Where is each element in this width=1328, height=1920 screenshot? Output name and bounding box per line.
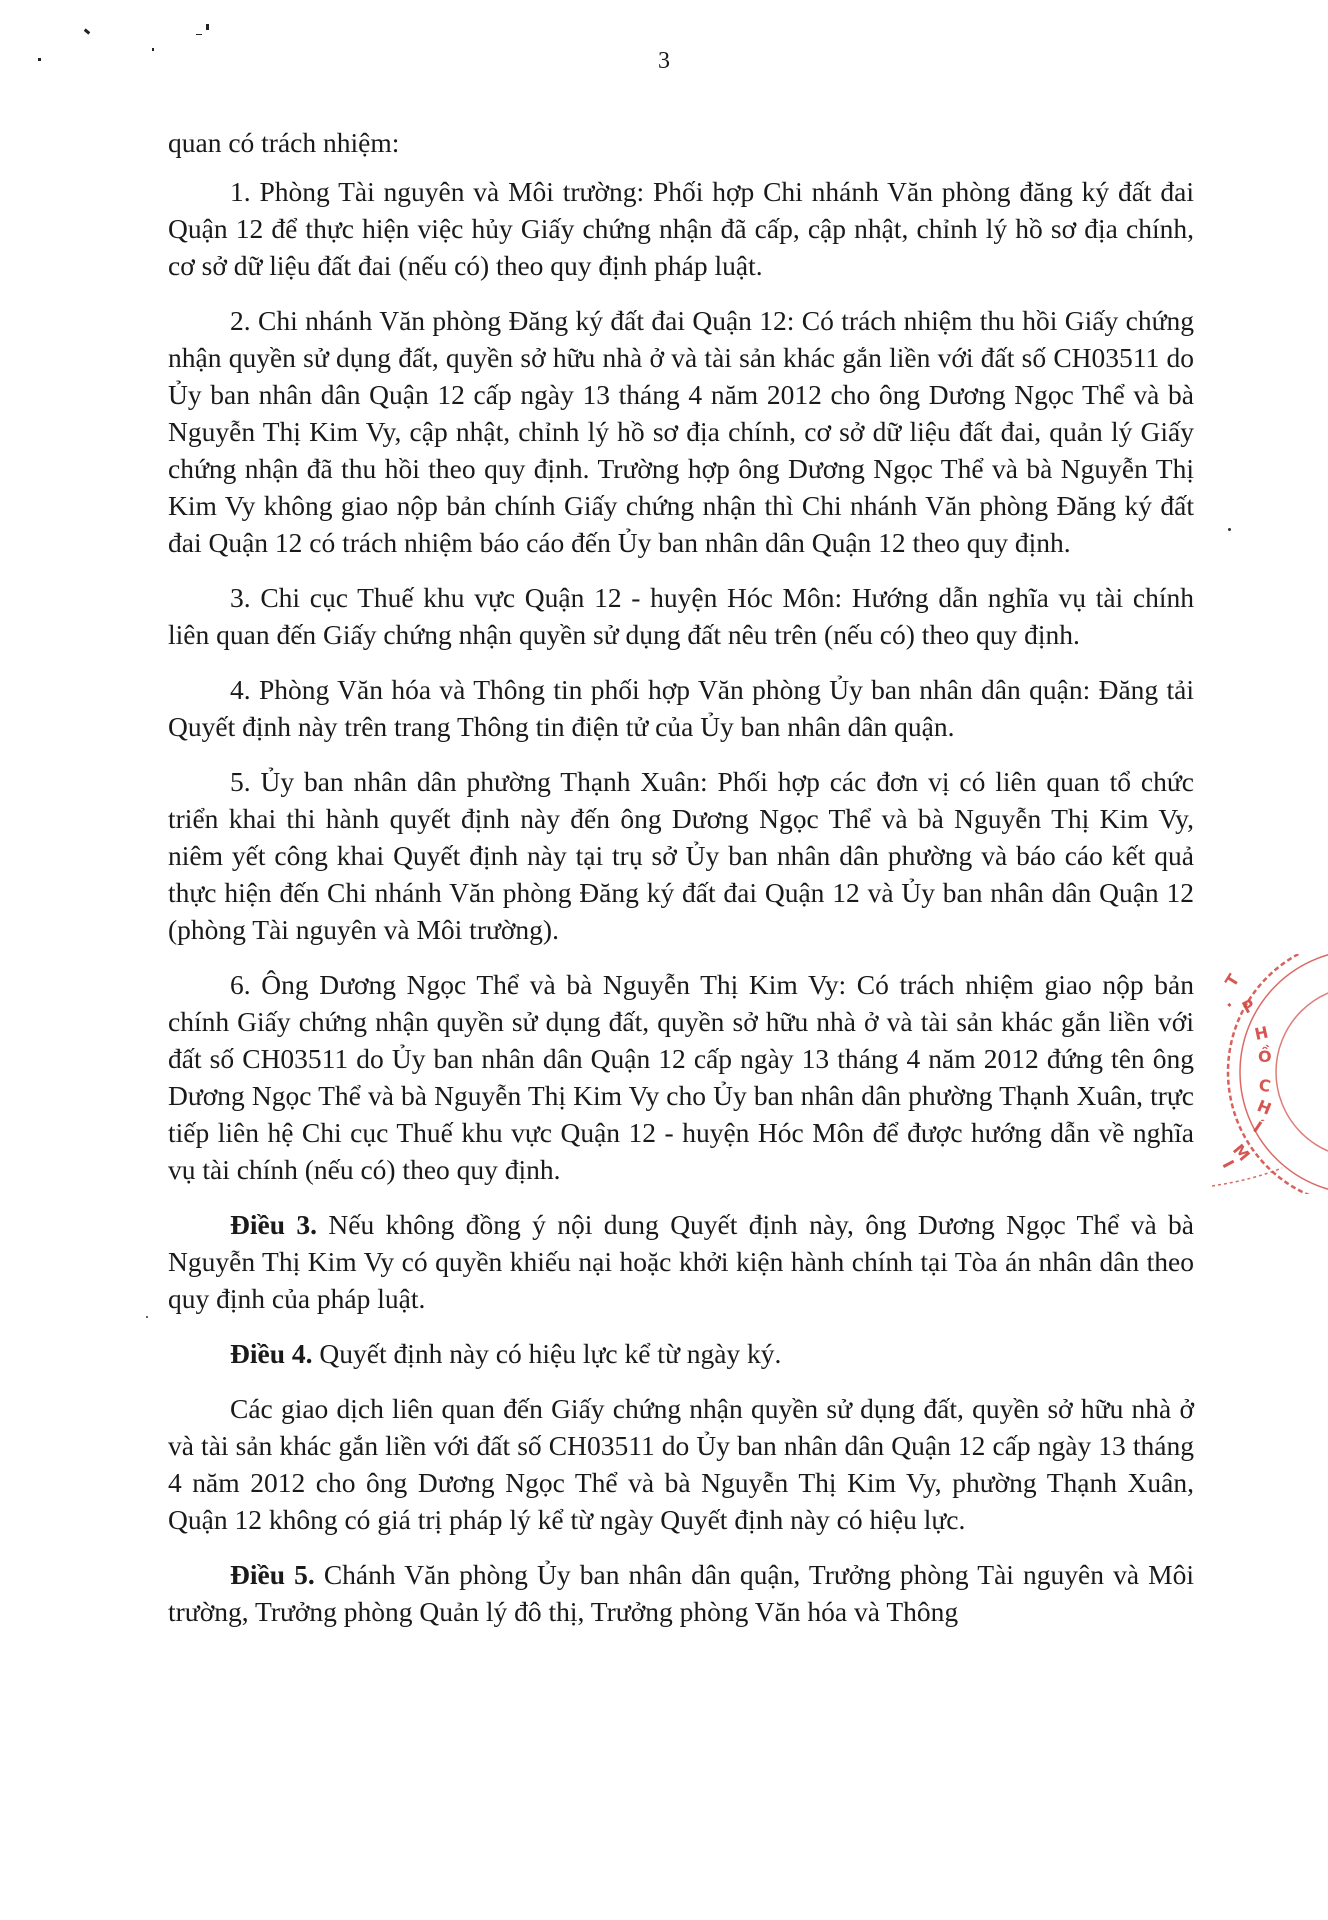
svg-text:Í: Í <box>1249 1117 1266 1137</box>
article-4 <box>168 1335 1194 1372</box>
paragraph-transactions: Các giao dịch liên quan đến Giấy chứng nhận quyền sử dụng đất, quyền sở hữu nhà ở và tài sản khác gắn liền với đất số CH03511 do Ủy ban nhân dân Quận 12 cấp ngày 13 tháng 4 năm 2012 cho ông Dương Ngọc Thể và bà Nguyễn Thị Kim Vy, phường Thạnh Xuân, Quận 12 không có giá trị pháp lý kể từ ngày Quyết định này có hiệu lực. <box>168 1393 1194 1535</box>
svg-text:P: P <box>1238 995 1259 1018</box>
svg-text:M: M <box>1228 1140 1254 1165</box>
svg-text:I: I <box>1218 1156 1239 1172</box>
stray-dot <box>146 1316 148 1318</box>
article-5 <box>168 1556 1194 1630</box>
paragraph-item-1: 1. Phòng Tài nguyên và Môi trường: Phối hợp Chi nhánh Văn phòng đăng ký đất đai Quận 12 để thực hiện việc hủy Giấy chứng nhận đã cấp, cập nhật, chỉnh lý hồ sơ địa chính, cơ sở dữ liệu đất đai (nếu có) theo quy định pháp luật. <box>168 176 1194 281</box>
paragraph-item-4: 4. Phòng Văn hóa và Thông tin phối hợp Văn phòng Ủy ban nhân dân quận: Đăng tải Quyết định này trên trang Thông tin điện tử của Ủy ban nhân dân quận. <box>168 674 1194 742</box>
paragraph-intro: quan có trách nhiệm: <box>168 127 400 158</box>
paragraph-item-5: 5. Ủy ban nhân dân phường Thạnh Xuân: Phối hợp các đơn vị có liên quan tổ chức triển khai thi hành quyết định này đến ông Dương Ngọc Thể và bà Nguyễn Thị Kim Vy, niêm yết công khai Quyết định này tại trụ sở Ủy ban nhân dân phường và báo cáo kết quả thực hiện đến Chi nhánh Văn phòng Đăng ký đất đai Quận 12 và Ủy ban nhân dân Quận 12 (phòng Tài nguyên và Môi trường). <box>168 766 1194 945</box>
svg-text:H: H <box>1254 1096 1275 1119</box>
svg-text:Ồ: Ồ <box>1258 1047 1272 1066</box>
svg-text:.: . <box>1218 992 1236 1012</box>
document-body <box>168 124 1194 1648</box>
page-number: 3 <box>658 48 670 74</box>
paragraph-item-3: 3. Chi cục Thuế khu vực Quận 12 - huyện Hóc Môn: Hướng dẫn nghĩa vụ tài chính liên quan đến Giấy chứng nhận quyền sử dụng đất nêu trên (nếu có) theo quy định. <box>168 582 1194 650</box>
article-5-heading: Điều 5. <box>230 1559 315 1590</box>
scan-speck <box>84 28 91 34</box>
stray-dot <box>1228 528 1231 531</box>
scan-speck <box>196 34 202 35</box>
paragraph-item-2: 2. Chi nhánh Văn phòng Đăng ký đất đai Quận 12: Có trách nhiệm thu hồi Giấy chứng nhận quyền sử dụng đất, quyền sở hữu nhà ở và tài sản khác gắn liền với đất số CH03511 do Ủy ban nhân dân Quận 12 cấp ngày 13 tháng 4 năm 2012 cho ông Dương Ngọc Thể và bà Nguyễn Thị Kim Vy, cập nhật, chỉnh lý hồ sơ địa chính, cơ sở dữ liệu đất đai, quản lý Giấy chứng nhận đã thu hồi theo quy định. Trường hợp ông Dương Ngọc Thể và bà Nguyễn Thị Kim Vy không giao nộp bản chính Giấy chứng nhận thì Chi nhánh Văn phòng Đăng ký đất đai Quận 12 có trách nhiệm báo cáo đến Ủy ban nhân dân Quận 12 theo quy định. <box>168 305 1194 558</box>
svg-text:C: C <box>1257 1075 1273 1096</box>
seal-graphic <box>1212 954 1328 1194</box>
svg-text:T: T <box>1221 970 1244 991</box>
svg-text:H: H <box>1252 1022 1270 1044</box>
official-seal <box>1212 954 1328 1194</box>
article-4-text: Quyết định này có hiệu lực kể từ ngày ký. <box>312 1338 782 1369</box>
article-3-heading: Điều 3. <box>230 1209 318 1240</box>
article-3 <box>168 1206 1194 1317</box>
article-5-text: Chánh Văn phòng Ủy ban nhân dân quận, Trưởng phòng Tài nguyên và Môi trường, Trưởng phòng Quản lý đô thị, Trưởng phòng Văn hóa và Thông <box>168 1559 1195 1627</box>
scan-speck <box>206 24 209 30</box>
article-4-heading: Điều 4. <box>230 1338 313 1369</box>
paragraph-item-6: 6. Ông Dương Ngọc Thể và bà Nguyễn Thị Kim Vy: Có trách nhiệm giao nộp bản chính Giấy chứng nhận quyền sử dụng đất, quyền sở hữu nhà ở và tài sản khác gắn liền với đất số CH03511 do Ủy ban nhân dân Quận 12 cấp ngày 13 tháng 4 năm 2012 đứng tên ông Dương Ngọc Thể và bà Nguyễn Thị Kim Vy cho Ủy ban nhân dân phường Thạnh Xuân, trực tiếp liên hệ Chi cục Thuế khu vực Quận 12 - huyện Hóc Môn để được hướng dẫn về nghĩa vụ tài chính (nếu có) theo quy định. <box>168 969 1194 1185</box>
article-3-text: Nếu không đồng ý nội dung Quyết định này, ông Dương Ngọc Thể và bà Nguyễn Thị Kim Vy có quyền khiếu nại hoặc khởi kiện hành chính tại Tòa án nhân dân theo quy định của pháp luật. <box>168 1209 1194 1314</box>
